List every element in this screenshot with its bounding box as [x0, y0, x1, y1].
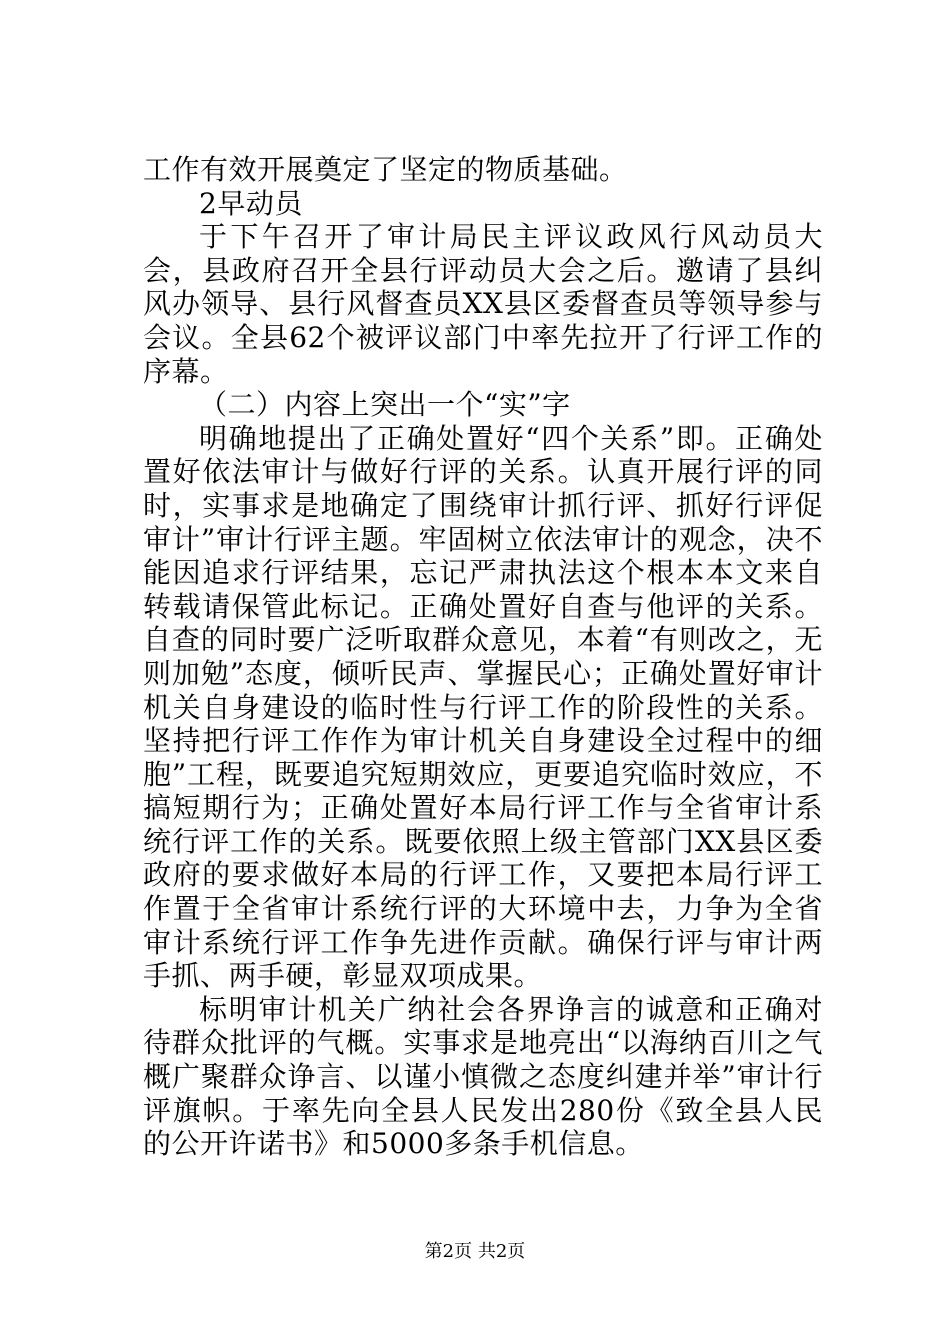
paragraph-1: 工作有效开展奠定了坚定的物质基础。 [143, 153, 628, 186]
paragraph-2-heading: 2早动员 [199, 186, 303, 220]
paragraph-6: 标明审计机关广纳社会各界诤言的诚意和正确对待群众批评的气概。实事求是地亮出“以海纳百川之气概广聚群众诤言、以谨小慎微之态度纠建并举”审计行评旗帜。于率先向全县人民发出280份《致全县人民的公开许诺书》和5000多条手机信息。 [143, 992, 823, 1161]
paragraph-3: 于下午召开了审计局民主评议政风行风动员大会，县政府召开全县行评动员大会之后。邀请了县纠风办领导、县行风督查员XX县区委督查员等领导参与会议。全县62个被评议部门中率先拉开了行评工作的序幕。 [143, 220, 823, 388]
page-footer [0, 1240, 950, 1264]
page-number: 第2页 共2页 [424, 1241, 526, 1262]
document-body [143, 153, 823, 1161]
paragraph-5: 明确地提出了正确处置好“四个关系”即。正确处置好依法审计与做好行评的关系。认真开展行评的同时，实事求是地确定了围绕审计抓行评、抓好行评促审计”审计行评主题。牢固树立依法审计的观念，决不能因追求行评结果，忘记严肃执法这个根本本文来自转载请保管此标记。正确处置好自查与他评的关系。自查的同时要广泛听取群众意见，本着“有则改之，无则加勉”态度，倾听民声、掌握民心；正确处置好审计机关自身建设的临时性与行评工作的阶段性的关系。坚持把行评工作作为审计机关自身建设全过程中的细胞”工程，既要追究短期效应，更要追究临时效应，不搞短期行为；正确处置好本局行评工作与全省审计系统行评工作的关系。既要依照上级主管部门XX县区委政府的要求做好本局的行评工作，又要把本局行评工作置于全省审计系统行评的大环境中去，力争为全省审计系统行评工作争先进作贡献。确保行评与审计两手抓、两手硬，彰显双项成果。 [143, 421, 823, 993]
section-heading: （二）内容上突出一个“实”字 [199, 388, 571, 422]
